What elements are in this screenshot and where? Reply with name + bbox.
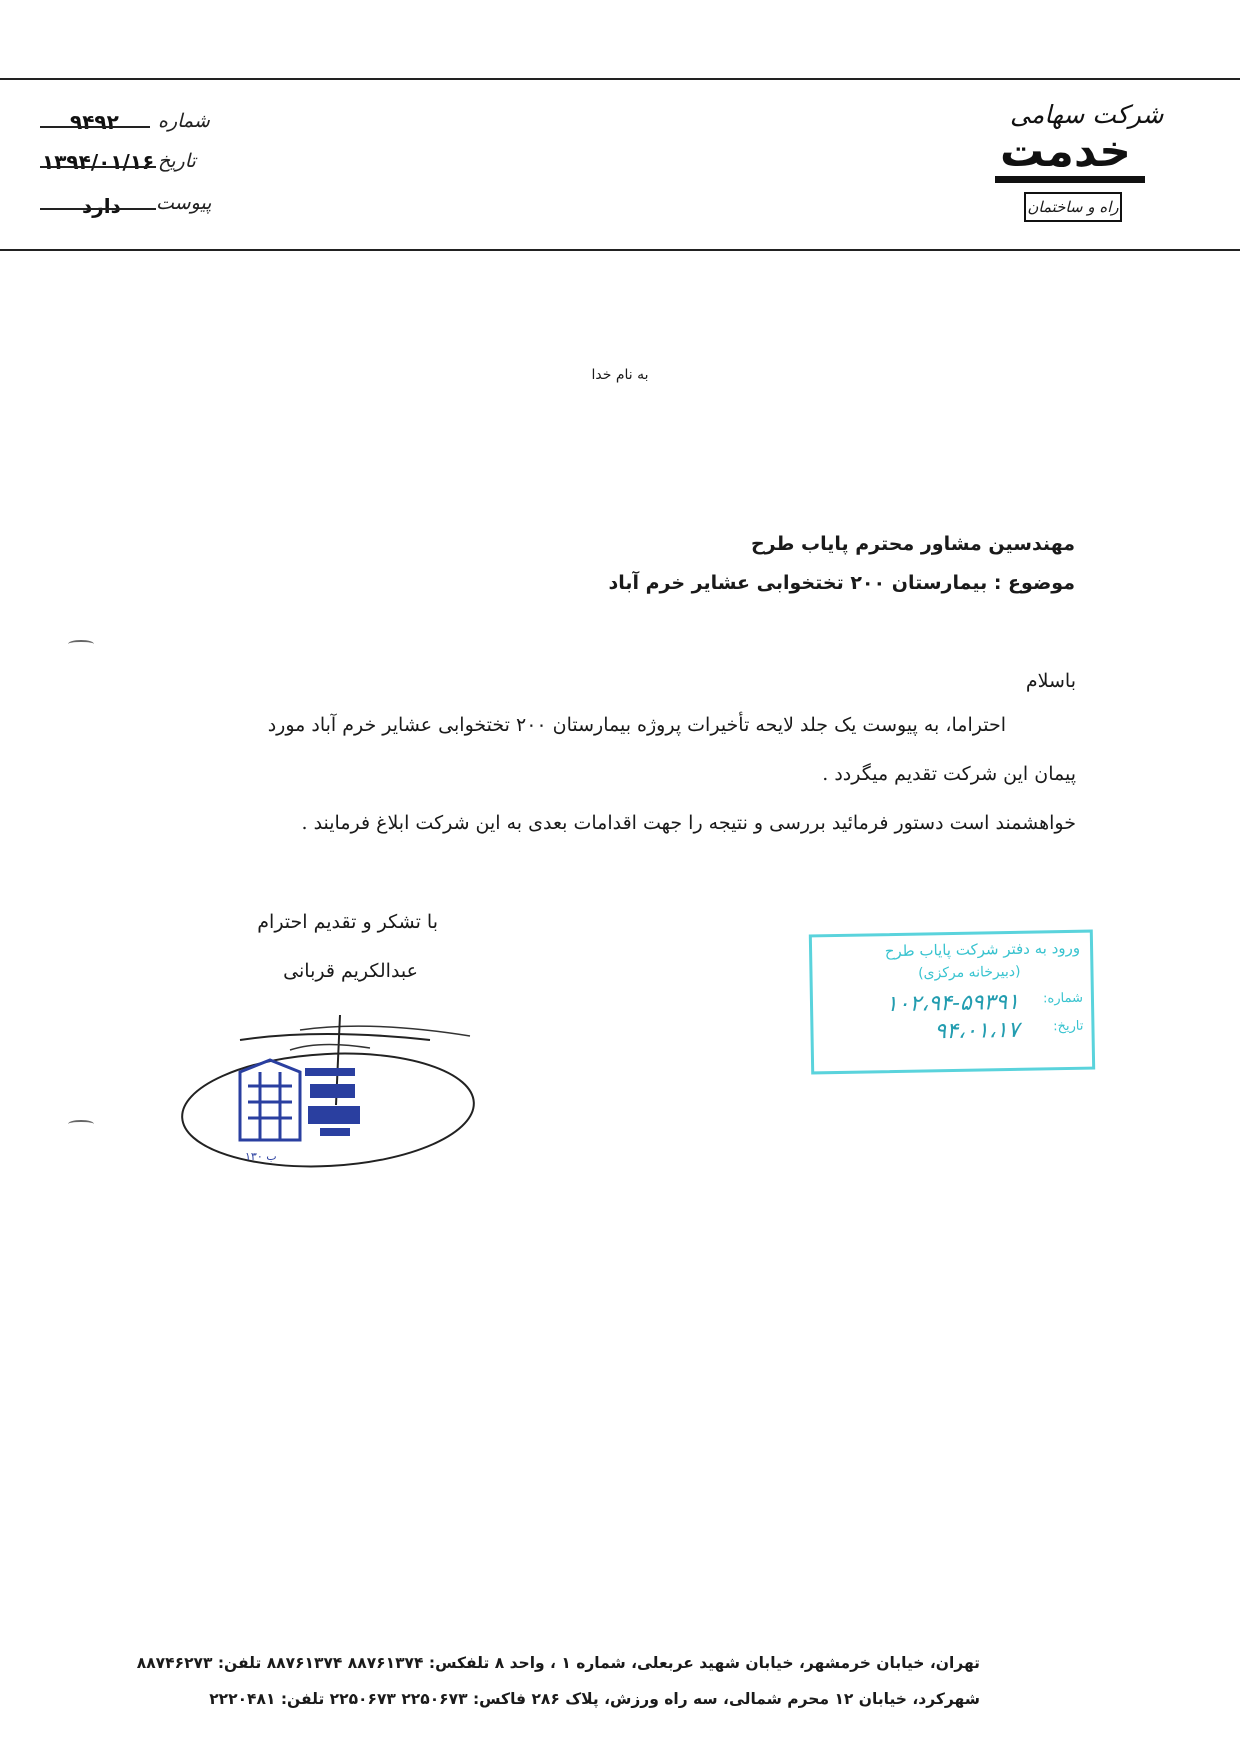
body-line-2: پیمان این شرکت تقدیم میگردد .: [822, 763, 1076, 785]
attachment-label: پیوست: [156, 192, 212, 214]
punch-mark-top: [68, 640, 94, 648]
company-seal: [170, 1010, 490, 1175]
stamp-number-value: ۱۰۲،۹۴-۵۹۳۹۱: [885, 989, 1020, 1018]
attachment-underline: [40, 208, 156, 210]
footer-address-tehran: تهران، خیابان خرمشهر، خیابان شهید عربعلی، شماره ۱ ، واحد ۸ تلفکس: ۸۸۷۶۱۳۷۴ ۸۸۷۶۱۳۷۴ تلفن: ۸۸۷۴۶۲۷۳: [136, 1654, 980, 1672]
closing: با تشکر و تقدیم احترام: [257, 911, 438, 933]
signature-mark: [240, 1034, 430, 1040]
signer-name: عبدالکریم قربانی: [283, 960, 418, 982]
logo-underbar: [995, 176, 1145, 183]
stamp-line-2: (دبیرخانه مرکزی): [917, 963, 1021, 982]
date-value: ۱۳۹۴/۰۱/۱۶: [42, 150, 155, 174]
subject: موضوع : بیمارستان ۲۰۰ تختخوابی عشایر خرم آباد: [608, 572, 1075, 594]
footer-address-shahrekord: شهرکرد، خیابان ۱۲ محرم شمالی، سه راه ورزش، پلاک ۲۸۶ فاکس: ۲۲۵۰۶۷۳ ۲۲۵۰۶۷۳ تلفن: ۲۲۲۰۴۸۱: [209, 1690, 980, 1708]
logo-sub-box: راه و ساختمان: [1024, 192, 1122, 222]
stamp-line-1: ورود به دفتر شرکت پایاب طرح: [884, 938, 1081, 961]
punch-mark-bottom: [68, 1120, 94, 1128]
body-line-3: خواهشمند است دستور فرمائید بررسی و نتیجه را جهت اقدامات بعدی به این شرکت ابلاغ فرمایند .: [301, 812, 1076, 834]
header-bottom-rule: [0, 249, 1240, 251]
number-value: ۹۴۹۲: [70, 110, 119, 134]
body-line-1: احتراما، به پیوست یک جلد لایحه تأخیرات پروژه بیمارستان ۲۰۰ تختخوابی عشایر خرم آباد مورد: [267, 714, 1006, 736]
logo-main-text: خدمت: [1000, 126, 1131, 177]
attachment-value: دارد: [82, 194, 121, 218]
svg-text:۱۳۰ ب: ۱۳۰ ب: [245, 1150, 277, 1163]
date-label: تاریخ: [158, 150, 196, 172]
addressee: مهندسین مشاور محترم پایاب طرح: [750, 533, 1075, 555]
stamp-number-label: شماره:: [1042, 990, 1084, 1007]
logo-top-text: شرکت سهامی: [1010, 100, 1164, 129]
receipt-stamp: [809, 930, 1095, 1075]
stamp-date-value: ۹۴،۰۱،۱۷: [934, 1017, 1020, 1045]
stamp-date-label: تاریخ:: [1053, 1018, 1084, 1035]
date-underline: [40, 166, 156, 168]
number-label: شماره: [158, 110, 210, 132]
number-underline: [40, 126, 150, 128]
header-top-rule: [0, 78, 1240, 80]
bismillah: به نام خدا: [591, 367, 649, 383]
greeting: باسلام: [1025, 670, 1076, 692]
